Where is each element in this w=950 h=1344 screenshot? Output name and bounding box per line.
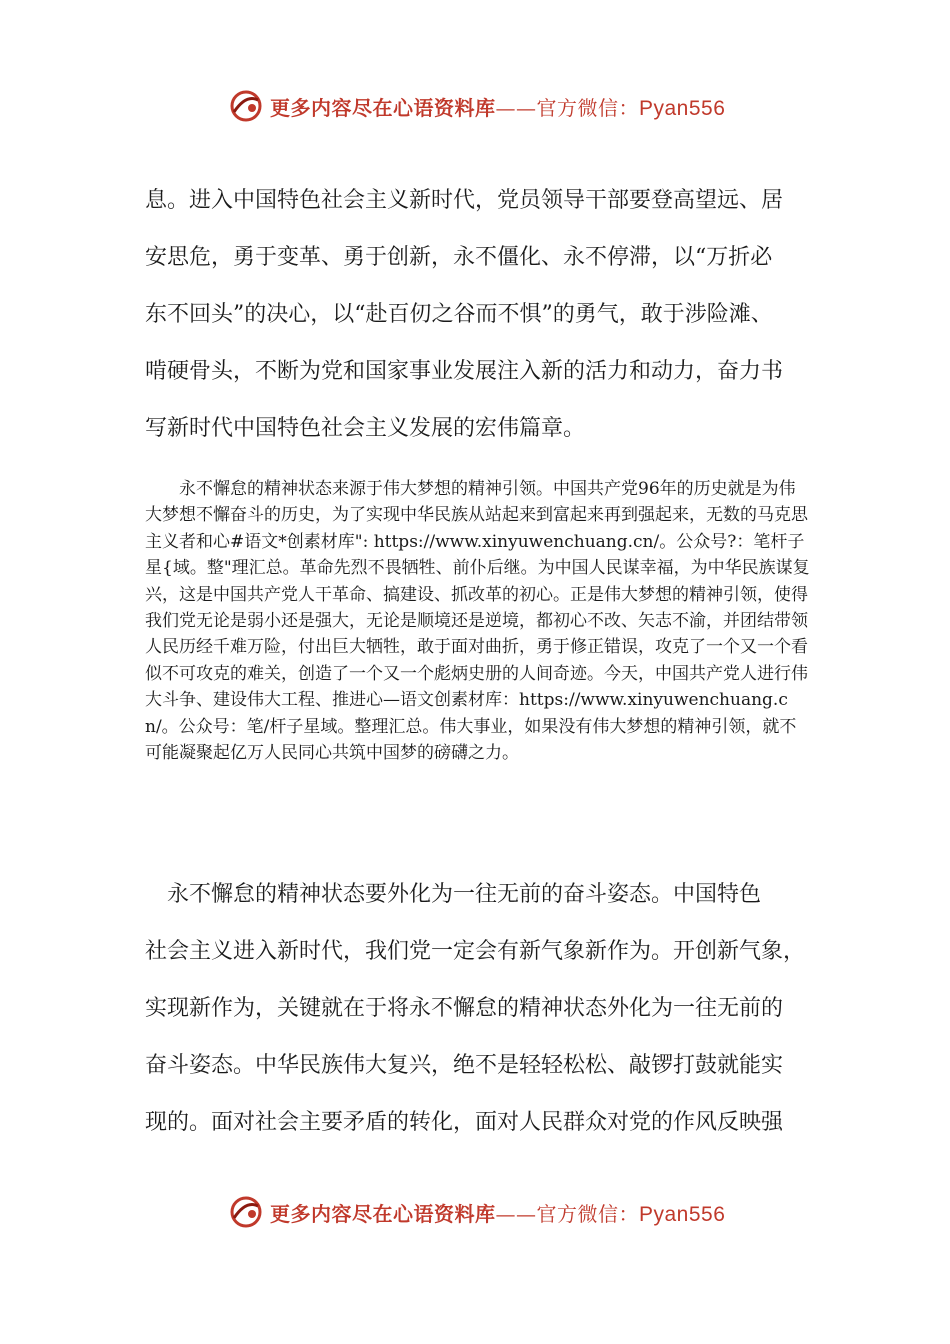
- paragraph-line: 实现新作为，关键就在于将永不懈怠的精神状态外化为一往无前的: [145, 996, 784, 1021]
- top-paragraph: [145, 172, 805, 457]
- banner-label: 官方微信：: [536, 95, 639, 120]
- banner-wechat-id: Pyan556: [639, 1202, 726, 1226]
- footer-banner: [228, 1192, 725, 1232]
- paragraph-line: 息。进入中国特色社会主义新时代，党员领导干部要登高望远、居: [145, 188, 784, 213]
- paragraph-line: 永不懈怠的精神状态要外化为一往无前的奋斗姿态。中国特色: [145, 882, 762, 907]
- banner-dash: ——: [495, 95, 537, 120]
- banner-main-text: 更多内容尽在心语资料库: [270, 1201, 496, 1226]
- paragraph-line: 啃硬骨头，不断为党和国家事业发展注入新的活力和动力，奋力书: [145, 359, 784, 384]
- paragraph-line: 现的。面对社会主要矛盾的转化，面对人民群众对党的作风反映强: [145, 1110, 784, 1135]
- banner-dash: ——: [495, 1201, 537, 1226]
- bottom-paragraph: [145, 866, 810, 1151]
- brand-logo-icon: [228, 1194, 264, 1230]
- paragraph-line: 写新时代中国特色社会主义发展的宏伟篇章。: [145, 416, 586, 441]
- brand-logo-icon: [228, 88, 264, 124]
- paragraph-line: 安思危，勇于变革、勇于创新，永不僵化、永不停滞，以“万折必: [145, 245, 773, 270]
- paragraph-line: 东不回头”的决心，以“赴百仞之谷而不惧”的勇气，敢于涉险滩、: [145, 302, 773, 327]
- banner-label: 官方微信：: [536, 1201, 639, 1226]
- paragraph-line: 社会主义进入新时代，我们党一定会有新气象新作为。开创新气象，: [145, 939, 806, 964]
- banner-text: [270, 1198, 725, 1227]
- banner-wechat-id: Pyan556: [639, 96, 726, 120]
- middle-paragraph-text: 永不懈怠的精神状态来源于伟大梦想的精神引领。中国共产党96年的历史就是为伟大梦想不懈奋斗的历史，为了实现中华民族从站起来到富起来再到强起来，无数的马克思主义者和心#语文*创素材库": https://www.xinyuwenchuang.cn/。公众号?：笔杆子星{域。整"理汇总。革命先烈不畏牺牲、前仆后继。为中国人民谋幸福，为中华民族谋复兴，这是中国共产党人干革命、搞建设、抓改革的初心。正是伟大梦想的精神引领，使得我们党无论是弱小还是强大，无论是顺境还是逆境，都初心不改、矢志不渝，并团结带领人民历经千难万险，付出巨大牺牲，敢于面对曲折，勇于修正错误，攻克了一个又一个看似不可攻克的难关，创造了一个又一个彪炳史册的人间奇迹。今天，中国共产党人进行伟大斗争、建设伟大工程、推进心—语文创素材库：https://www.xinyuwenchuang.cn/。公众号：笔/杆子星域。整理汇总。伟大事业，如果没有伟大梦想的精神引领，就不可能凝聚起亿万人民同心共筑中国梦的磅礴之力。: [145, 479, 810, 764]
- header-banner: [228, 86, 725, 126]
- banner-main-text: 更多内容尽在心语资料库: [270, 95, 496, 120]
- banner-text: [270, 92, 725, 121]
- middle-paragraph: [145, 476, 810, 766]
- paragraph-line: 奋斗姿态。中华民族伟大复兴，绝不是轻轻松松、敲锣打鼓就能实: [145, 1053, 784, 1078]
